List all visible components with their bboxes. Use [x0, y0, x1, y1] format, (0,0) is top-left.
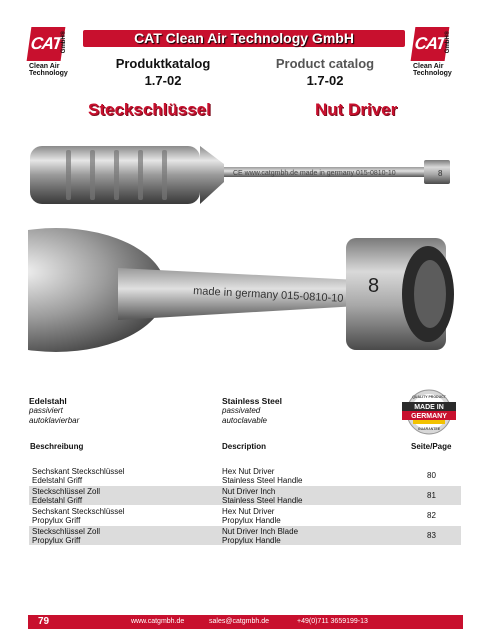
row-en-line2: Propylux Handle: [222, 536, 281, 545]
table-row: [29, 506, 461, 525]
title-de: Steckschlüssel: [88, 100, 211, 119]
table-row: [29, 486, 461, 505]
material-title-de: Edelstahl: [29, 396, 67, 406]
header-description-de: Beschreibung: [30, 442, 84, 451]
title-en: Nut Driver: [315, 100, 398, 119]
tool-zoom-view: [28, 228, 454, 352]
row-en-line1: Hex Nut Driver: [222, 507, 275, 516]
row-de-line1: Sechskant Steckschlüssel: [32, 467, 125, 476]
seal-line1: MADE IN: [414, 404, 444, 411]
catalog-label-en: [270, 55, 380, 89]
logo-suffix: GmbH®: [61, 30, 68, 54]
logo-brand-right: CAT: [411, 27, 450, 61]
row-page: 80: [427, 471, 436, 480]
catalog-label-de: [108, 55, 218, 89]
row-en-line2: Stainless Steel Handle: [222, 476, 303, 485]
row-en-line2: Stainless Steel Handle: [222, 496, 303, 505]
row-en-line1: Nut Driver Inch: [222, 487, 276, 496]
page-footer: [28, 615, 463, 629]
seal-bottom: GUARANTEE: [417, 427, 441, 431]
made-in-germany-seal: [401, 388, 457, 436]
material-title-en: Stainless Steel: [222, 396, 283, 406]
table-row: [29, 466, 461, 485]
table-row: [29, 526, 461, 545]
logo-suffix-right: GmbH®: [445, 30, 452, 54]
row-en-line1: Nut Driver Inch Blade: [222, 527, 299, 536]
row-en-line1: Hex Nut Driver: [222, 467, 275, 476]
footer-phone: +49(0)711 3659199-13: [297, 618, 368, 625]
row-page: 81: [427, 491, 436, 500]
tool-full-view: [30, 146, 450, 204]
logo-tagline-2-right: Technology: [413, 70, 452, 77]
catalog-title-de: Produktkatalog: [115, 56, 211, 71]
material-line1-en: passivated: [222, 406, 261, 415]
row-de-line1: Steckschlüssel Zoll: [32, 487, 101, 496]
row-de-line2: Propylux Griff: [32, 516, 81, 525]
company-logo-right: [413, 27, 475, 77]
catalog-section-en: 1.7-02: [306, 73, 344, 88]
row-de-line2: Edelstahl Griff: [32, 496, 83, 505]
nut-driver-photo: [28, 130, 460, 360]
logo-tagline-1: Clean Air: [29, 63, 60, 70]
row-en-line2: Propylux Handle: [222, 516, 281, 525]
catalog-title-en: Product catalog: [275, 56, 375, 71]
size-mark-top: 8: [438, 169, 443, 178]
seal-line2: GERMANY: [411, 413, 447, 420]
material-de: [29, 396, 79, 426]
footer-website-link[interactable]: www.catgmbh.de: [131, 618, 185, 625]
page-number: 79: [38, 616, 50, 627]
logo-brand: CAT: [27, 27, 66, 61]
row-de-line1: Sechskant Steckschlüssel: [32, 507, 125, 516]
material-line2-de: autoklavierbar: [29, 416, 80, 425]
header-page: Seite/Page: [411, 442, 452, 451]
material-line2-en: autoclavable: [222, 416, 267, 425]
row-de-line1: Steckschlüssel Zoll: [32, 527, 101, 536]
row-de-line2: Edelstahl Griff: [32, 476, 83, 485]
company-title-bar: CAT Clean Air Technology GmbH: [83, 30, 405, 47]
material-en: [222, 396, 282, 426]
header-description-en: Description: [222, 442, 267, 451]
engraving-top: CE www.catgmbh.de made in germany 015-0810-10: [233, 170, 396, 177]
logo-tagline-2: Technology: [29, 70, 68, 77]
row-page: 83: [427, 531, 436, 540]
row-page: 82: [427, 511, 436, 520]
company-logo-left: [29, 27, 91, 77]
seal-top: QUALITY PRODUCT: [412, 395, 446, 399]
engraving-zoom: made in germany 015-0810-10: [192, 285, 344, 305]
logo-tagline-1-right: Clean Air: [413, 63, 444, 70]
row-de-line2: Propylux Griff: [32, 536, 81, 545]
size-mark-zoom: 8: [368, 275, 380, 297]
catalog-section-de: 1.7-02: [144, 73, 182, 88]
material-line1-de: passiviert: [29, 406, 63, 415]
footer-email-link[interactable]: sales@catgmbh.de: [209, 618, 270, 625]
